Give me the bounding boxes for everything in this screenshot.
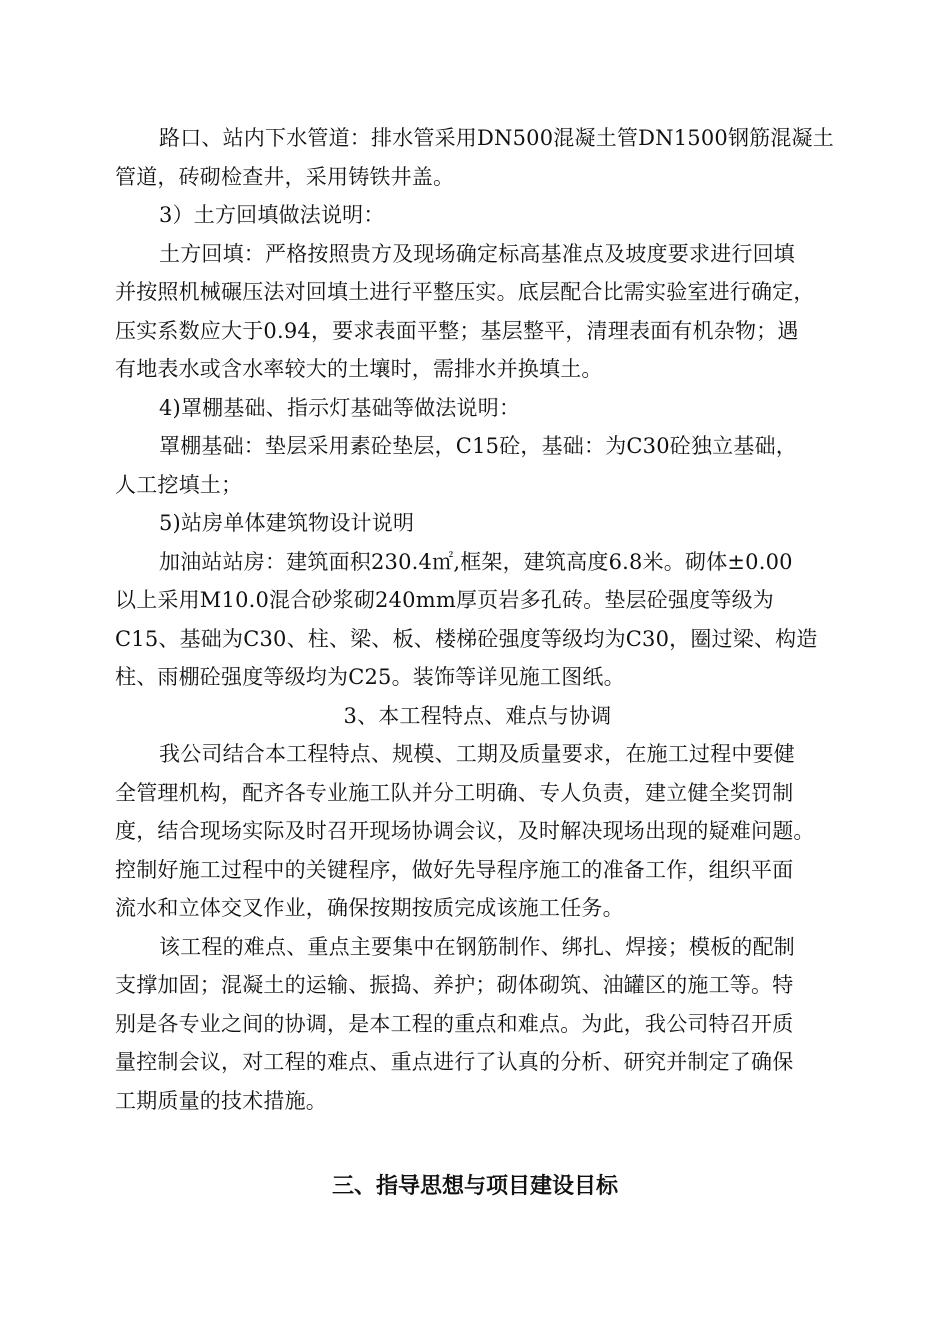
subsection-title: 5)站房单体建筑物设计说明 <box>159 511 415 535</box>
paragraph-line: 压实系数应大于0.94，要求表面平整；基层整平，清理表面有机杂物；遇 <box>115 318 799 343</box>
paragraph-line: 我公司结合本工程特点、规模、工期及质量要求，在施工过程中要健 <box>159 742 795 766</box>
section-heading: 三、指导思想与项目建设目标 <box>331 1174 618 1199</box>
paragraph-line: 并按照机械碾压法对回填土进行平整压实。底层配合比需实验室进行确定， <box>115 280 815 304</box>
paragraph-line: 控制好施工过程中的关键程序，做好先导程序施工的准备工作，组织平面 <box>115 857 794 882</box>
paragraph-line: 以上采用M10.0混合砂浆砌240mm厚页岩多孔砖。垫层砼强度等级为 <box>115 588 774 612</box>
paragraph-line: C15、基础为C30、柱、梁、板、楼梯砼强度等级均为C30，圈过梁、构造 <box>115 626 818 651</box>
paragraph-line: 加油站站房：建筑面积230.4㎡,框架，建筑高度6.8米。砌体±0.00 <box>159 549 793 574</box>
paragraph-line: 量控制会议，对工程的难点、重点进行了认真的分析、研究并制定了确保 <box>115 1050 794 1074</box>
paragraph-line: 该工程的难点、重点主要集中在钢筋制作、绑扎、焊接；模板的配制 <box>159 934 795 959</box>
paragraph-line: 路口、站内下水管道：排水管采用DN500混凝土管DN1500钢筋混凝土 <box>159 126 834 150</box>
document-body <box>115 119 840 1120</box>
paragraph-line: 支撑加固；混凝土的运输、振捣、养护；砌体砌筑、油罐区的施工等。特 <box>115 973 794 997</box>
paragraph-line: 全管理机构，配齐各专业施工队并分工明确、专人负责，建立健全奖罚制 <box>115 780 794 805</box>
paragraph-line: 工期质量的技术措施。 <box>115 1088 327 1113</box>
paragraph-line: 人工挖填土； <box>115 472 243 497</box>
paragraph-line: 管道，砖砌检查井，采用铸铁井盖。 <box>115 164 455 189</box>
paragraph-line: 土方回填：严格按照贵方及现场确定标高基准点及坡度要求进行回填 <box>159 241 795 266</box>
paragraph-line: 柱、雨棚砼强度等级均为C25。装饰等详见施工图纸。 <box>115 665 625 689</box>
subsection-title: 4)罩棚基础、指示灯基础等做法说明： <box>159 395 521 420</box>
subsection-title: 3）土方回填做法说明： <box>159 203 385 227</box>
paragraph-line: 别是各专业之间的协调，是本工程的重点和难点。为此，我公司特召开质 <box>115 1011 794 1036</box>
paragraph-line: 有地表水或含水率较大的土壤时，需排水并换填土。 <box>115 357 603 381</box>
paragraph-line: 流水和立体交叉作业，确保按期按质完成该施工任务。 <box>115 896 624 920</box>
paragraph-line: 罩棚基础：垫层采用素砼垫层，C15砼，基础：为C30砼独立基础， <box>159 434 797 458</box>
paragraph-line: 度，结合现场实际及时召开现场协调会议，及时解决现场出现的疑难问题。 <box>115 819 815 843</box>
centered-section-title: 3、本工程特点、难点与协调 <box>343 703 612 728</box>
